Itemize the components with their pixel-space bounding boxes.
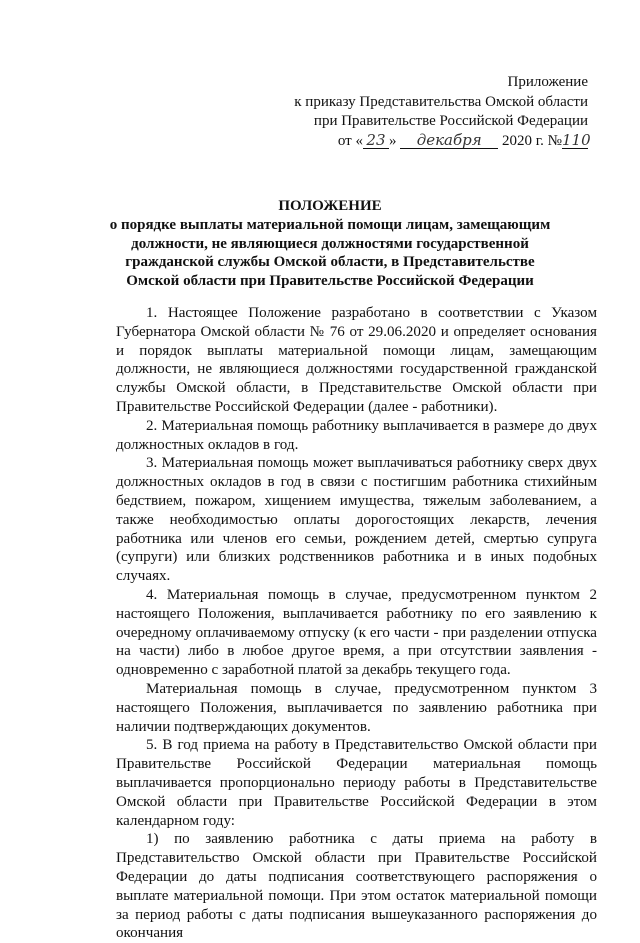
annex-date-line	[294, 130, 591, 152]
document-subtitle: о порядке выплаты материальной помощи лицам, замещающим должности, не являющиеся должностями государственной гражданской службы Омской области, в Представительстве Омской области при Правительстве Российской Федерации	[109, 216, 551, 290]
paragraph: 1. Настоящее Положение разработано в соответствии с Указом Губернатора Омской области № 76 от 29.06.2020 и определяет основания и порядок выплаты материальной помощи лицам, замещающим должности, не являющиеся должностями государственной гражданской службы Омской области, в Представительстве Омской области при Правительстве Российской Федерации (далее - работники).	[116, 305, 597, 415]
paragraph: 2. Материальная помощь работнику выплачивается в размере до двух должностных окладов в год.	[116, 417, 597, 453]
annex-line-1: к приказу Представительства Омской области	[294, 93, 588, 110]
date-year: 2020 г. №	[501, 132, 562, 149]
paragraph: 5. В год приема на работу в Представительство Омской области при Правительстве Российской Федерации материальная помощь выплачивается пропорционально периоду работы в Представительстве Омской области при Правительстве Российской Федерации в этом календарном году:	[116, 737, 597, 829]
annex-block	[294, 73, 591, 151]
document-title: ПОЛОЖЕНИЕ	[278, 198, 382, 214]
annex-line-2: при Правительстве Российской Федерации	[313, 113, 588, 129]
document-body	[116, 304, 597, 943]
paragraph: 1) по заявлению работника с даты приема на работу в Представительство Омской области при Правительстве Российской Федерации до даты подписания соответствующего распоряжения о выплате материальной помощи. При этом остаток материальной помощи за период работы с даты подписания вышеуказанного распоряжения до окончания	[116, 831, 597, 942]
date-day: 23	[363, 133, 389, 149]
paragraph: Материальная помощь в случае, предусмотренном пунктом 3 настоящего Положения, выплачивается по заявлению работника при наличии подтверждающих документов.	[116, 680, 597, 735]
order-number: 110	[562, 130, 591, 149]
date-month: декабря	[400, 133, 498, 149]
date-mid: »	[388, 132, 397, 149]
date-prefix: от «	[337, 132, 363, 149]
document-heading	[100, 197, 560, 291]
paragraph: 3. Материальная помощь может выплачиваться работнику сверх двух должностных окладов в год в связи с постигшим работника стихийным бедствием, пожаром, хищением имущества, тяжелым заболеванием, а также необходимостью оплаты дорогостоящих лекарств, лечения работника или членов его семьи, рождением детей, смертью супруга (супруги) или близких родственников работника и в иных подобных случаях.	[116, 455, 597, 585]
paragraph: 4. Материальная помощь в случае, предусмотренном пунктом 2 настоящего Положения, выплачивается работнику по его заявлению к очередному оплачиваемому отпуску (к его части - при разделении отпуска на части) либо в любое другое время, а при отсутствии заявления - одновременно с заработной платой за декабрь текущего года.	[116, 586, 597, 679]
annex-title: Приложение	[507, 74, 588, 90]
